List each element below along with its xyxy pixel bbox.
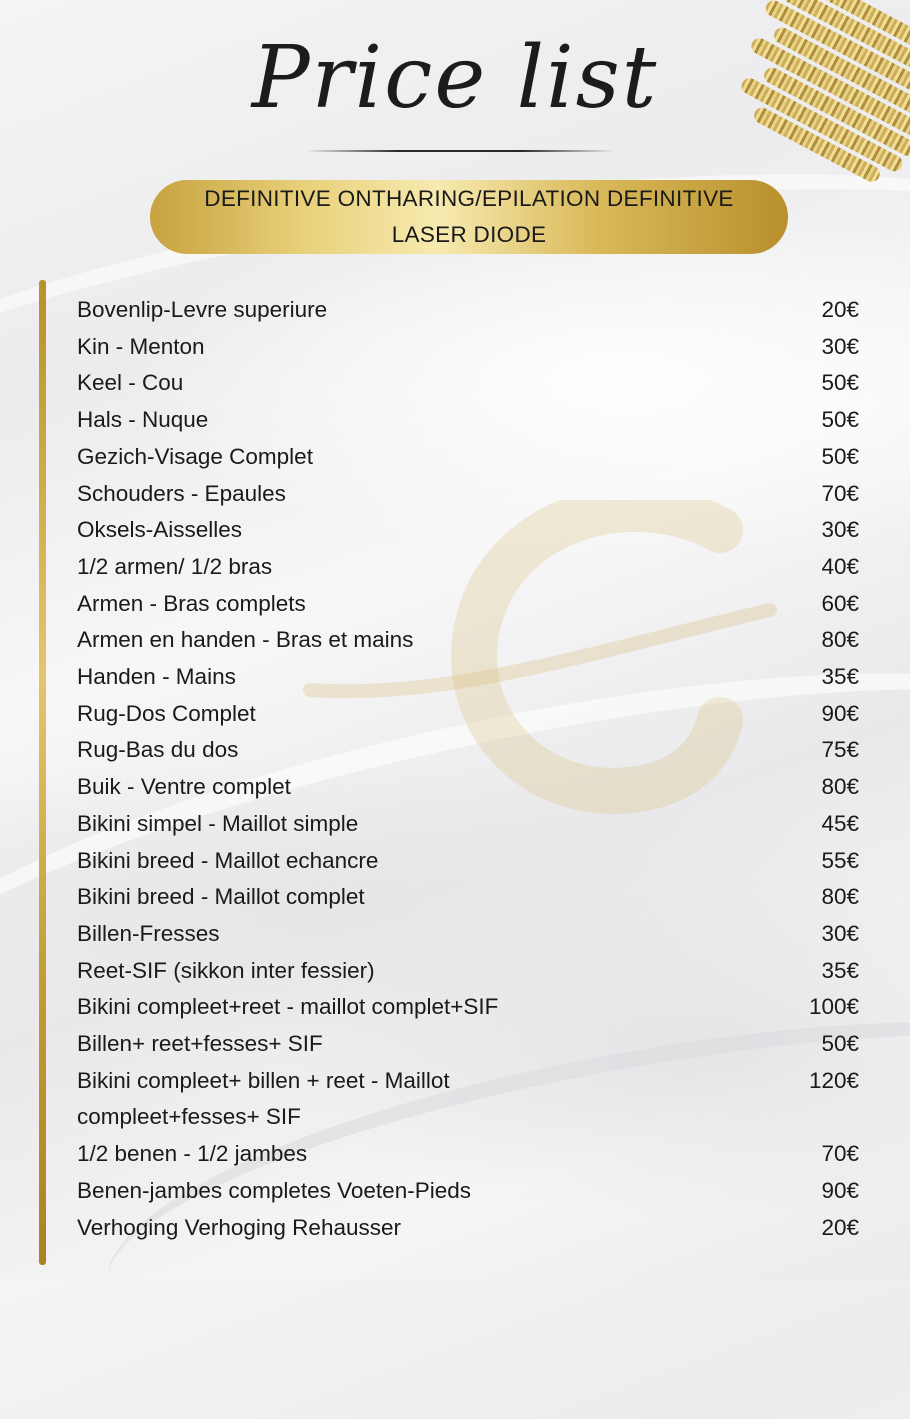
service-price: 50€ <box>821 443 859 469</box>
category-banner <box>150 180 788 254</box>
price-row <box>77 439 859 476</box>
service-label: Armen - Bras complets <box>77 590 306 616</box>
service-price: 30€ <box>821 517 859 543</box>
price-row <box>77 586 859 623</box>
service-label: Rug-Bas du dos <box>77 737 239 763</box>
gold-side-bar <box>39 280 46 1265</box>
price-list <box>77 292 859 1246</box>
service-price: 90€ <box>821 700 859 726</box>
price-row <box>77 1136 859 1173</box>
price-row <box>77 1026 859 1063</box>
service-price: 80€ <box>821 774 859 800</box>
price-row <box>77 769 859 806</box>
service-price: 90€ <box>821 1177 859 1203</box>
banner-line-1: DEFINITIVE ONTHARING/EPILATION DEFINITIVE <box>204 186 734 211</box>
service-price: 45€ <box>821 810 859 836</box>
price-row <box>77 659 859 696</box>
service-price: 35€ <box>821 664 859 690</box>
title-underline <box>305 150 615 152</box>
price-row <box>77 512 859 549</box>
price-row <box>77 1173 859 1210</box>
service-label: Keel - Cou <box>77 370 184 396</box>
service-label: Oksels-Aisselles <box>77 517 243 543</box>
service-label: Gezich-Visage Complet <box>77 443 313 469</box>
service-price: 50€ <box>821 407 859 433</box>
price-row <box>77 476 859 513</box>
service-label: 1/2 armen/ 1/2 bras <box>77 553 273 579</box>
service-label: Billen+ reet+fesses+ SIF <box>77 1031 323 1057</box>
price-row <box>77 292 859 329</box>
price-row <box>77 622 859 659</box>
service-price: 30€ <box>821 333 859 359</box>
service-label: Bikini breed - Maillot complet <box>77 884 365 910</box>
service-price: 20€ <box>821 1214 859 1240</box>
service-label: Bovenlip-Levre superiure <box>77 297 328 322</box>
service-price: 120€ <box>808 1067 859 1093</box>
price-row <box>77 329 859 366</box>
service-label: Bikini breed - Maillot echancre <box>77 847 379 873</box>
service-price: 60€ <box>821 590 859 616</box>
price-row <box>77 696 859 733</box>
service-price: 80€ <box>821 627 859 653</box>
price-row <box>77 1063 859 1136</box>
service-label: Bikini compleet+ billen + reet - Maillot compleet+fesses+ SIF <box>77 1067 450 1130</box>
price-row <box>77 879 859 916</box>
service-price: 50€ <box>821 1031 859 1057</box>
service-price: 55€ <box>821 847 859 873</box>
service-label: Rug-Dos Complet <box>77 700 256 726</box>
price-row <box>77 732 859 769</box>
service-price: 80€ <box>821 884 859 910</box>
service-label: Handen - Mains <box>77 664 236 690</box>
service-price: 70€ <box>821 1141 859 1167</box>
price-row <box>77 365 859 402</box>
price-row <box>77 953 859 990</box>
page-title: Price list <box>251 28 659 128</box>
service-label: Armen en handen - Bras et mains <box>77 627 414 653</box>
price-row <box>77 1210 859 1247</box>
service-label: 1/2 benen - 1/2 jambes <box>77 1141 308 1167</box>
service-label: Bikini compleet+reet - maillot complet+SIF <box>77 994 499 1020</box>
price-row <box>77 549 859 586</box>
price-row <box>77 402 859 439</box>
service-label: Billen-Fresses <box>77 920 220 946</box>
price-row <box>77 989 859 1026</box>
service-label: Verhoging Verhoging Rehausser <box>77 1214 401 1240</box>
service-price: 20€ <box>821 297 859 322</box>
service-price: 30€ <box>821 920 859 946</box>
service-label: Hals - Nuque <box>77 407 209 433</box>
service-price: 100€ <box>808 994 859 1020</box>
service-price: 40€ <box>821 553 859 579</box>
price-row <box>77 806 859 843</box>
service-price: 75€ <box>821 737 859 763</box>
service-label: Buik - Ventre complet <box>77 774 291 800</box>
service-label: Bikini simpel - Maillot simple <box>77 810 359 836</box>
service-label: Reet-SIF (sikkon inter fessier) <box>77 957 375 983</box>
service-price: 70€ <box>821 480 859 506</box>
service-label: Benen-jambes completes Voeten-Pieds <box>77 1177 471 1203</box>
price-row <box>77 843 859 880</box>
price-row <box>77 916 859 953</box>
banner-line-2: LASER DIODE <box>391 222 547 247</box>
service-label: Kin - Menton <box>77 333 205 359</box>
service-label: Schouders - Epaules <box>77 480 286 506</box>
service-price: 35€ <box>821 957 859 983</box>
service-price: 50€ <box>821 370 859 396</box>
